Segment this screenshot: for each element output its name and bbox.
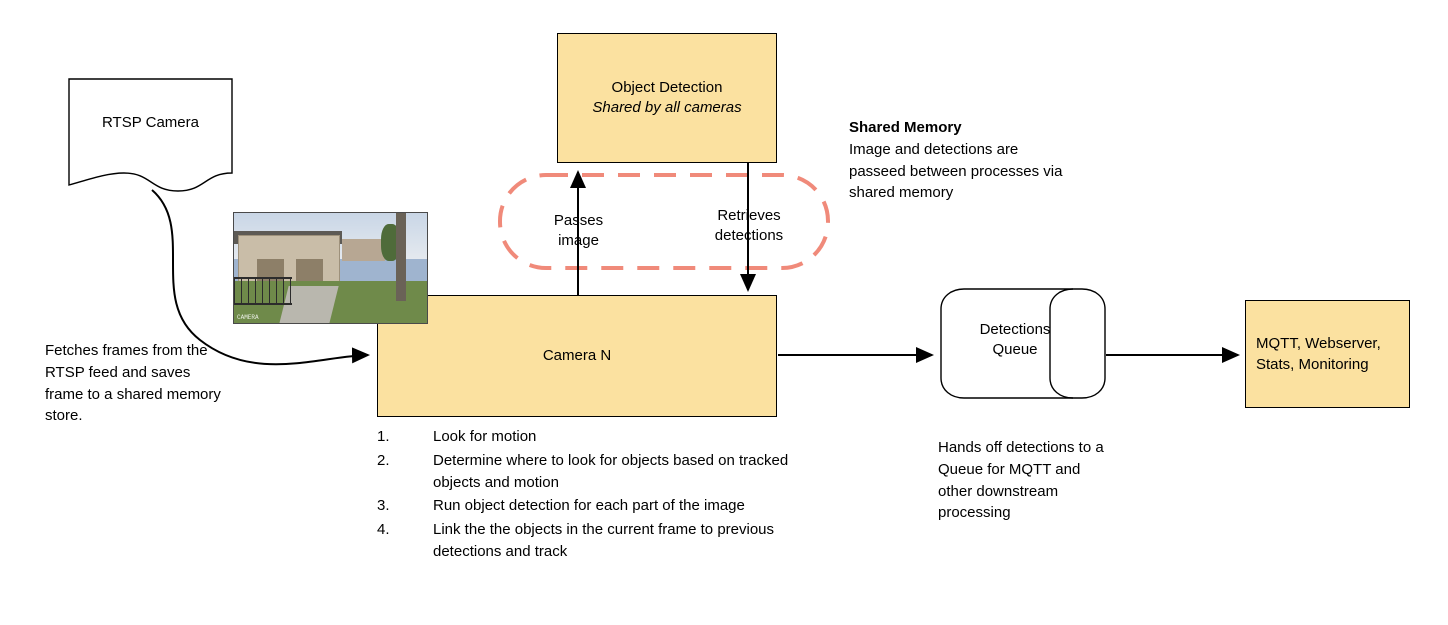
passes-image-line2: image	[558, 232, 599, 250]
step-number: 2.	[377, 451, 390, 469]
list-item	[377, 519, 797, 563]
passes-image-line1: Passes	[553, 212, 604, 229]
list-item	[377, 426, 797, 448]
object-detection-title: Object Detection	[611, 78, 723, 96]
edge-label-passes-image	[531, 211, 626, 252]
camera-steps-list	[377, 426, 797, 565]
note-queue-handoff: Hands off detections to a Queue for MQTT and other downstream processing	[938, 439, 1104, 522]
retrieves-line1: Retrieves	[717, 207, 781, 224]
object-detection-subtitle: Shared by all cameras	[592, 99, 742, 116]
rtsp-camera-label: RTSP Camera	[102, 114, 199, 131]
list-item	[377, 495, 797, 517]
edge-label-retrieves-detections	[694, 206, 804, 247]
camera-n-label: Camera N	[542, 346, 612, 364]
step-text: Run object detection for each part of the image	[433, 497, 745, 515]
mqtt-line2: Stats, Monitoring	[1256, 356, 1369, 373]
list-item	[377, 450, 797, 494]
thumb-timestamp: CAMERA	[237, 314, 259, 321]
step-number: 4.	[377, 521, 390, 538]
mqtt-line1: MQTT, Webserver,	[1256, 335, 1381, 352]
detections-queue-line1: Detections	[979, 321, 1051, 338]
thumb-far-house	[342, 239, 384, 261]
step-number: 3.	[377, 497, 390, 515]
thumb-fence	[234, 277, 292, 305]
node-rtsp-camera	[68, 78, 233, 188]
node-object-detection	[557, 33, 777, 163]
shared-memory-title: Shared Memory	[849, 119, 962, 136]
camera-thumbnail-image	[233, 212, 428, 324]
note-fetch-frames: Fetches frames from the RTSP feed and saves frame to a shared memory store.	[45, 342, 221, 425]
step-number: 1.	[377, 428, 390, 445]
retrieves-line2: detections	[714, 227, 784, 245]
detections-queue-line2: Queue	[992, 341, 1038, 359]
node-camera-n	[377, 295, 777, 417]
node-mqtt-webserver	[1245, 300, 1410, 408]
note-shared-memory	[849, 117, 1069, 204]
step-text: Link the the objects in the current frame to previous detections and track	[433, 521, 775, 560]
shared-memory-body: Image and detections are passeed between processes via shared memory	[849, 140, 1063, 202]
node-detections-queue	[940, 288, 1105, 398]
detections-queue-label	[940, 320, 1090, 361]
step-text: Look for motion	[433, 428, 537, 445]
thumb-pole	[396, 213, 406, 301]
step-text: Determine where to look for objects based on tracked objects and motion	[433, 451, 789, 491]
